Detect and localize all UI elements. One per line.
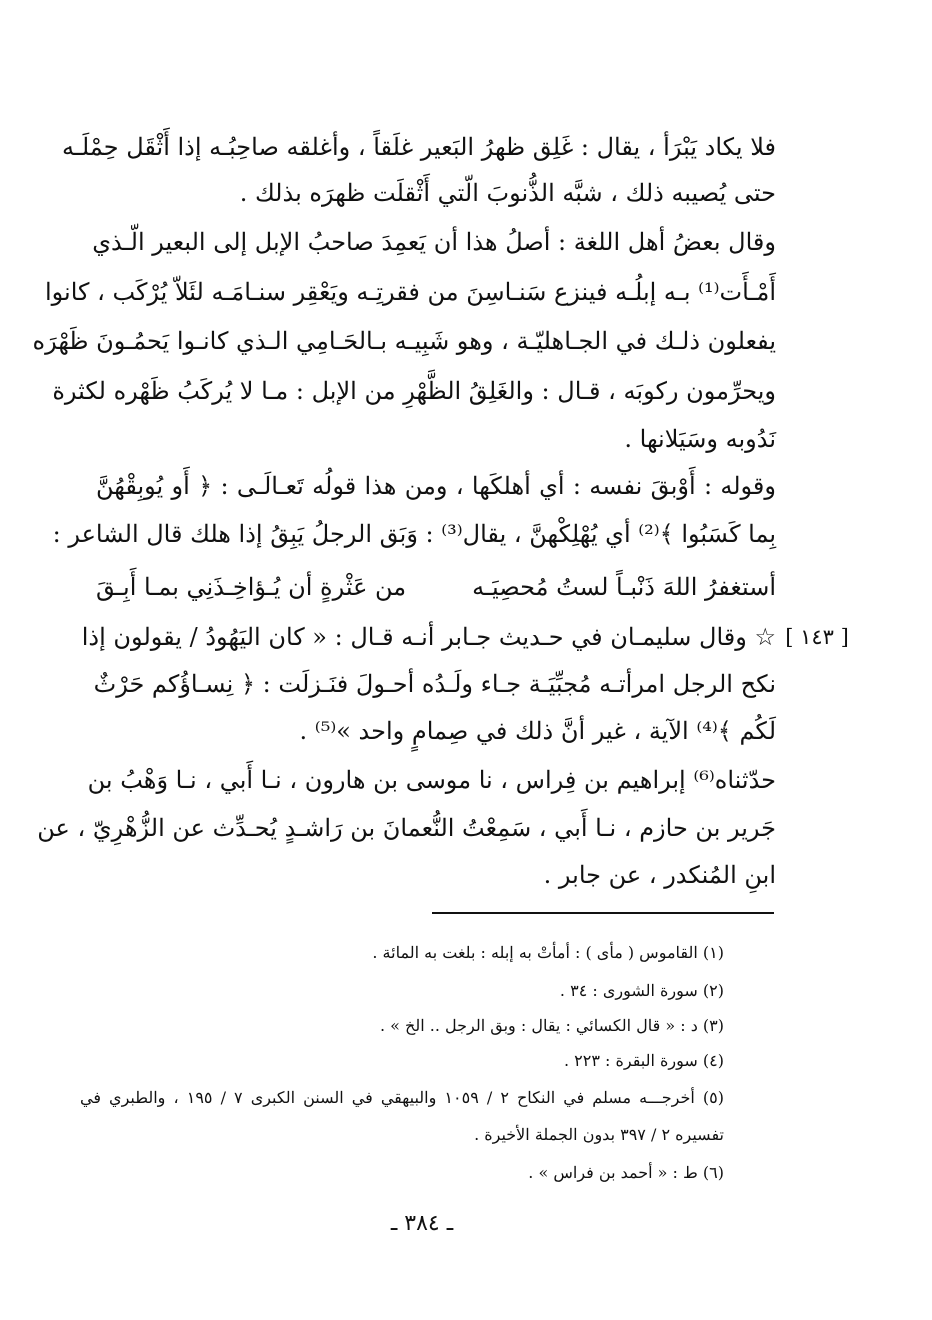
footnote-line: (٣) د : « قال الكسائي : يقال : وبق الرجل .. الخ » .	[379, 1016, 724, 1035]
text-line: يفعلون ذلـك في الجـاهليّـة ، وهو شَبِيـه بـالحَـامِي الـذي كانـوا يَحمُـونَ ظَهْرَه	[32, 327, 776, 355]
text-line: لَكُم ﴾⁽⁴⁾ الآية ، غير أنَّ ذلك في صِمامٍ واحد »⁽⁵⁾ .	[299, 717, 776, 745]
text-line: ويحرِّمون ركوبَه ، قـال : والغَلِقُ الظَّهْرِ من الإبل : مـا لا يُركَبُ ظَهْره لكثرة	[52, 377, 776, 405]
text-line: نكح الرجل امرأتـه مُجبِّيَـة جـاء ولَـدُه أحـولَ فنَـزلَت : ﴿ نِسـاؤُكم حَرْثٌ	[93, 670, 776, 698]
footnote-line: تفسيره ٢ / ٣٩٧ بدون الجملة الأخيرة .	[474, 1125, 724, 1144]
footnote-line: (٥) أخرجـــه مسلم في النكاح ٢ / ١٠٥٩ والبيهقي في السنن الكبرى ٧ / ١٩٥ ، والطبري في	[80, 1088, 724, 1107]
text-line: ابنِ المُنكدر ، عن جابر .	[543, 861, 776, 889]
verse-hemistich-second: من عَثْرةٍ أن يُـؤاخِـذَنِي بمـا أَبِـقَ	[96, 573, 407, 601]
text-line: جَرير بن حازم ، نـا أَبي ، سَمِعْتُ النُّعمانَ بن رَاشـدٍ يُحـدِّث عن الزُّهْرِيّ ، عن	[37, 814, 776, 842]
text-line: فلا يكاد يَبْرَأ ، يقال : غَلِق ظهرُ البَعير غلَقاً ، وأغلقه صاحِبُـه إذا أَثْقَل حِمْلَـه	[62, 133, 776, 161]
footnote-line: (١) القاموس ( مأى ) : أمأتْ به إبله : بلغت به المائة .	[372, 943, 724, 962]
text-line: بِما كَسَبُوا ﴾⁽²⁾ أي يُهْلِكْهنَّ ، يقال⁽³⁾ : وَبَق الرجلُ يَبِقُ إذا هلك قال الشاعر :	[52, 520, 776, 548]
footnote-line: (٢) سورة الشورى : ٣٤ .	[559, 981, 724, 1000]
verse-hemistich-first: أستغفرُ اللهَ ذَنْبـاً لستُ مُحصِيَـه	[472, 573, 776, 601]
text-line: ☆ وقال سليمـان في حـديث جـابر أنـه قـال : « كان اليَهُودُ / يقولون إذا	[81, 623, 776, 651]
text-line: وقال بعضُ أهل اللغة : أصلُ هذا أن يَعمِدَ صاحبُ الإبل إلى البعير الّـذي	[92, 228, 776, 256]
margin-page-reference: [ ١٤٣ ]	[785, 625, 849, 649]
poetry-verse	[96, 567, 776, 607]
text-line: نَدُوبه وسَيَلانها .	[624, 425, 776, 453]
footnote-separator	[432, 912, 774, 914]
footnote-line: (٤) سورة البقرة : ٢٢٣ .	[563, 1051, 724, 1070]
text-line: أَمْـأَت⁽¹⁾ بـه إبلُـه فينزع سَنـاسِنَ من فقرتِـه ويَعْقِر سنـامَـه لئَلاّ يُرْكَب ، كانوا	[44, 278, 776, 306]
text-line: حتى يُصيبه ذلك ، شبَّه الذُّنوبَ الّتي أَثْقلَت ظهرَه بذلك .	[239, 179, 776, 207]
footnote-line: (٦) ط : « أحمد بن فراس » .	[528, 1163, 724, 1182]
page-number: ـ ٣٨٤ ـ	[390, 1211, 454, 1236]
text-line: حدّثناه⁽⁶⁾ إبراهيم بن فِراس ، نا موسى بن هارون ، نـا أَبي ، نـا وَهْبُ بن	[87, 766, 776, 794]
text-line: وقوله : أَوْبقَ نفسه : أي أهلكَها ، ومن هذا قولُه تَعـالَـى : ﴿ أَو يُوبِقْهُنَّ	[96, 472, 776, 500]
